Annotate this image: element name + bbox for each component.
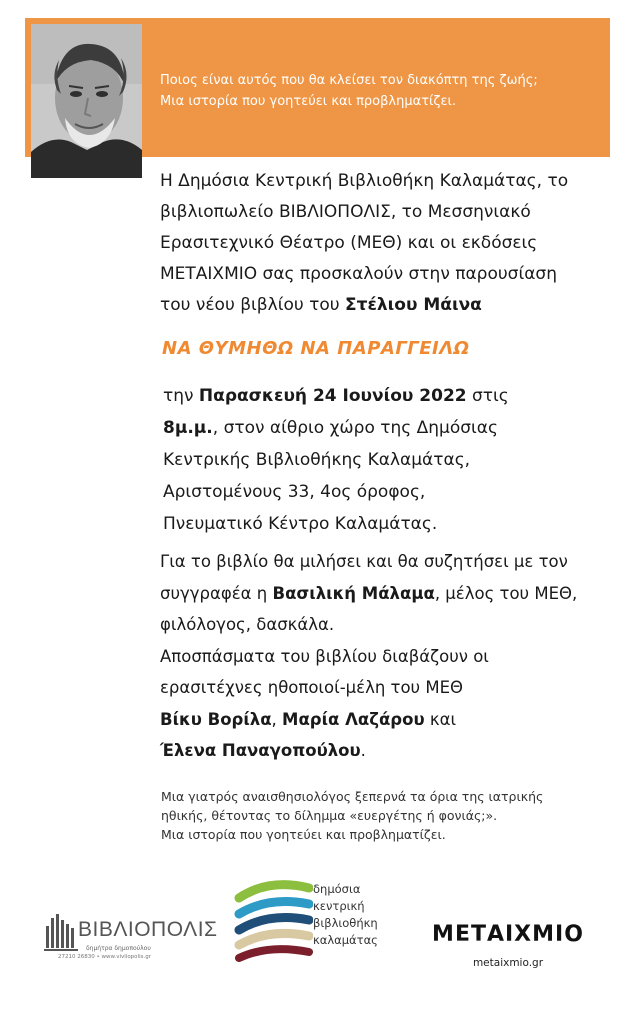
event-line-3: Κεντρικής Βιβλιοθήκης Καλαμάτας, [163, 450, 471, 470]
author-name: Στέλιου Μάινα [344, 295, 482, 315]
intro-line-5 [160, 290, 615, 321]
reader-conjunction: και [424, 709, 457, 729]
vivliopolis-logo [44, 912, 218, 972]
invitation-intro [160, 166, 615, 321]
event-line-2 [163, 412, 613, 444]
readers-line-1 [160, 704, 620, 736]
speakers-line-1: Για το βιβλίο θα μιλήσει και θα συζητήσει με τον [160, 552, 568, 571]
vivliopolis-name: ΒΙΒΛΙΟΠΟΛΙΣ [78, 918, 218, 941]
reader-name-1: Βίκυ Βορίλα [160, 709, 272, 729]
event-time: 8μ.μ. [163, 418, 213, 438]
speakers-line-5: ερασιτέχνες ηθοποιοί-μέλη του ΜΕΘ [160, 678, 464, 697]
metaixmio-url: metaixmio.gr [472, 957, 544, 969]
speakers-line-2 [160, 578, 620, 610]
author-portrait-image [31, 24, 142, 178]
intro-line-3: Ερασιτεχνικό Θέατρο (ΜΕΘ) και οι εκδόσεις [160, 233, 538, 253]
speakers-line-3: φιλόλογος, δασκάλα. [160, 615, 335, 634]
event-line-1 [163, 380, 613, 412]
library-swoosh-icon [233, 872, 313, 962]
author-photo [31, 24, 142, 178]
intro-line-2: βιβλιοπωλείο ΒΙΒΛΙΟΠΟΛΙΣ, το Μεσσηνιακό [160, 202, 531, 222]
intro-line-5-prefix: του νέου βιβλίου του [160, 295, 345, 315]
library-line-3: βιβλιοθήκη [313, 916, 378, 930]
book-title: ΝΑ ΘΥΜΗΘΩ ΝΑ ΠΑΡΑΓΓΕΙΛΩ [162, 338, 470, 359]
metaixmio-logo [418, 922, 598, 982]
book-blurb [161, 787, 611, 844]
speakers-line-2-suffix: , μέλος του ΜΕΘ, [434, 583, 578, 603]
blurb-line-1: Μια γιατρός αναισθησιολόγος ξεπερνά τα όρια της ιατρικής [161, 789, 544, 804]
vivliopolis-subtitle: δημήτρα δημοπούλου [86, 945, 151, 952]
vivliopolis-contact: 27210 26830 • www.vivliopolis.gr [58, 954, 151, 960]
library-line-2: κεντρική [313, 899, 365, 913]
bookshelf-icon [44, 912, 78, 952]
tagline-line-1: Ποιος είναι αυτός που θα κλείσει τον διακόπτη της ζωής; [160, 73, 538, 88]
library-logo [233, 872, 408, 962]
speakers-line-4: Αποσπάσματα του βιβλίου διαβάζουν οι [160, 646, 489, 666]
reader-name-2: Μαρία Λαζάρου [282, 709, 425, 729]
intro-line-1: Η Δημόσια Κεντρική Βιβλιοθήκη Καλαμάτας, το [160, 171, 569, 191]
reader-end: . [360, 741, 366, 760]
banner-tagline [160, 70, 600, 112]
event-line-1-suffix: στις [466, 386, 509, 406]
event-line-1-prefix: την [163, 386, 199, 406]
event-line-4: Αριστομένους 33, 4ος όροφος, [163, 482, 426, 502]
speakers-line-2-prefix: συγγραφέα η [160, 583, 273, 603]
event-date: Παρασκευή 24 Ιουνίου 2022 [198, 386, 467, 406]
reader-name-3: Έλενα Παναγοπούλου [160, 741, 361, 760]
event-details [163, 380, 613, 540]
metaixmio-name: ΜΕΤΑΙΧΜΙΟ [432, 922, 584, 947]
library-line-4: καλαμάτας [313, 933, 378, 947]
blurb-line-2: ηθικής, θέτοντας το δίλημμα «ευεργέτης ή φονιάς;». [161, 808, 498, 823]
library-name [313, 881, 378, 949]
event-line-5: Πνευματικό Κέντρο Καλαμάτας. [163, 514, 438, 534]
event-venue: , στον αίθριο χώρο της Δημόσιας [212, 418, 498, 438]
speakers-section [160, 546, 620, 767]
intro-line-4: ΜΕΤΑΙΧΜΙΟ σας προσκαλούν στην παρουσίαση [160, 264, 557, 284]
tagline-line-2: Μια ιστορία που γοητεύει και προβληματίζει. [160, 94, 457, 109]
speaker-name: Βασιλική Μάλαμα [272, 583, 435, 603]
library-line-1: δημόσια [313, 882, 361, 896]
readers-line-2 [160, 735, 620, 767]
blurb-line-3: Μια ιστορία που γοητεύει και προβληματίζει. [161, 827, 446, 842]
reader-separator: , [271, 709, 283, 729]
